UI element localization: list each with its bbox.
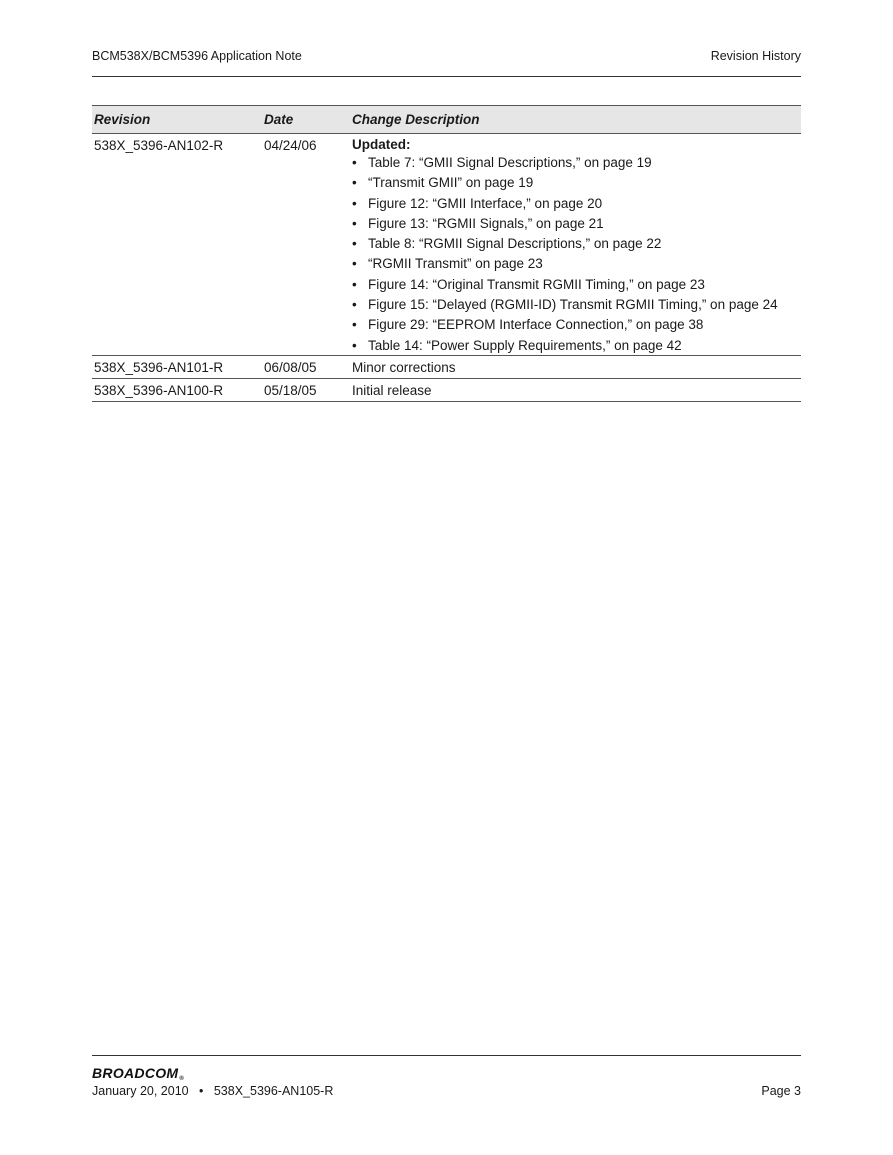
date-cell: 06/08/05	[262, 355, 350, 378]
logo-text: BROADCOM	[92, 1065, 179, 1081]
page-header	[92, 48, 801, 77]
list-item-text: Table 7: “GMII Signal Descriptions,” on page 19	[368, 155, 652, 170]
list-item	[352, 317, 799, 333]
list-item	[352, 236, 799, 252]
footer-info	[92, 1084, 333, 1098]
change-description-cell: Initial release	[350, 378, 801, 401]
footer-divider	[92, 1055, 801, 1056]
list-item-text: “Transmit GMII” on page 19	[368, 175, 534, 191]
list-item	[352, 155, 799, 171]
list-item	[352, 175, 799, 191]
change-list	[352, 155, 799, 354]
list-item-text: Table 8: “RGMII Signal Descriptions,” on page 22	[368, 236, 662, 252]
updated-heading: Updated:	[352, 137, 411, 152]
footer-date: January 20, 2010	[92, 1084, 189, 1098]
bullet-icon: •	[352, 236, 357, 252]
list-item-text: Figure 14: “Original Transmit RGMII Timing,” on page 23	[368, 276, 705, 292]
table-row	[92, 134, 801, 356]
list-item	[352, 277, 799, 293]
bullet-icon: •	[352, 195, 357, 211]
bullet-icon: •	[352, 215, 357, 231]
list-item-text: Figure 13: “RGMII Signals,” on page 21	[368, 215, 604, 231]
bullet-icon: •	[352, 337, 357, 353]
list-item	[352, 297, 799, 313]
bullet-icon: •	[352, 276, 357, 292]
bullet-icon: •	[352, 297, 357, 313]
list-item-text: Table 14: “Power Supply Requirements,” on page 42	[368, 337, 682, 353]
list-item-text: Figure 29: “EEPROM Interface Connection,” on page 38	[368, 317, 704, 333]
date-cell: 04/24/06	[262, 134, 350, 356]
revision-history-table	[92, 105, 801, 402]
column-header-date: Date	[262, 106, 350, 134]
column-header-revision: Revision	[92, 106, 262, 134]
list-item	[352, 196, 799, 212]
revision-cell: 538X_5396-AN100-R	[92, 378, 262, 401]
list-item	[352, 216, 799, 232]
footer-bullet: •	[199, 1084, 204, 1098]
list-item-text: Figure 15: “Delayed (RGMII-ID) Transmit RGMII Timing,” on page 24	[368, 297, 778, 313]
list-item	[352, 338, 799, 354]
table-row	[92, 378, 801, 401]
bullet-icon: •	[352, 155, 357, 170]
bullet-icon: •	[352, 317, 357, 333]
table-row	[92, 355, 801, 378]
column-header-change-description: Change Description	[350, 106, 801, 134]
change-description-cell	[350, 134, 801, 356]
revision-cell: 538X_5396-AN101-R	[92, 355, 262, 378]
list-item-text: Figure 12: “GMII Interface,” on page 20	[368, 195, 603, 211]
bullet-icon: •	[352, 175, 357, 191]
list-item-text: “RGMII Transmit” on page 23	[368, 256, 543, 272]
registered-mark: ®	[179, 1076, 185, 1082]
table-header-row	[92, 106, 801, 134]
date-cell: 05/18/05	[262, 378, 350, 401]
footer-doc-number: 538X_5396-AN105-R	[213, 1084, 334, 1098]
broadcom-logo	[92, 1065, 184, 1082]
change-description-cell: Minor corrections	[350, 355, 801, 378]
list-item	[352, 256, 799, 272]
document-title: BCM538X/BCM5396 Application Note	[92, 49, 302, 63]
bullet-icon: •	[352, 256, 357, 272]
revision-cell: 538X_5396-AN102-R	[92, 134, 262, 356]
section-title: Revision History	[710, 49, 801, 63]
page-number: Page 3	[761, 1084, 801, 1098]
